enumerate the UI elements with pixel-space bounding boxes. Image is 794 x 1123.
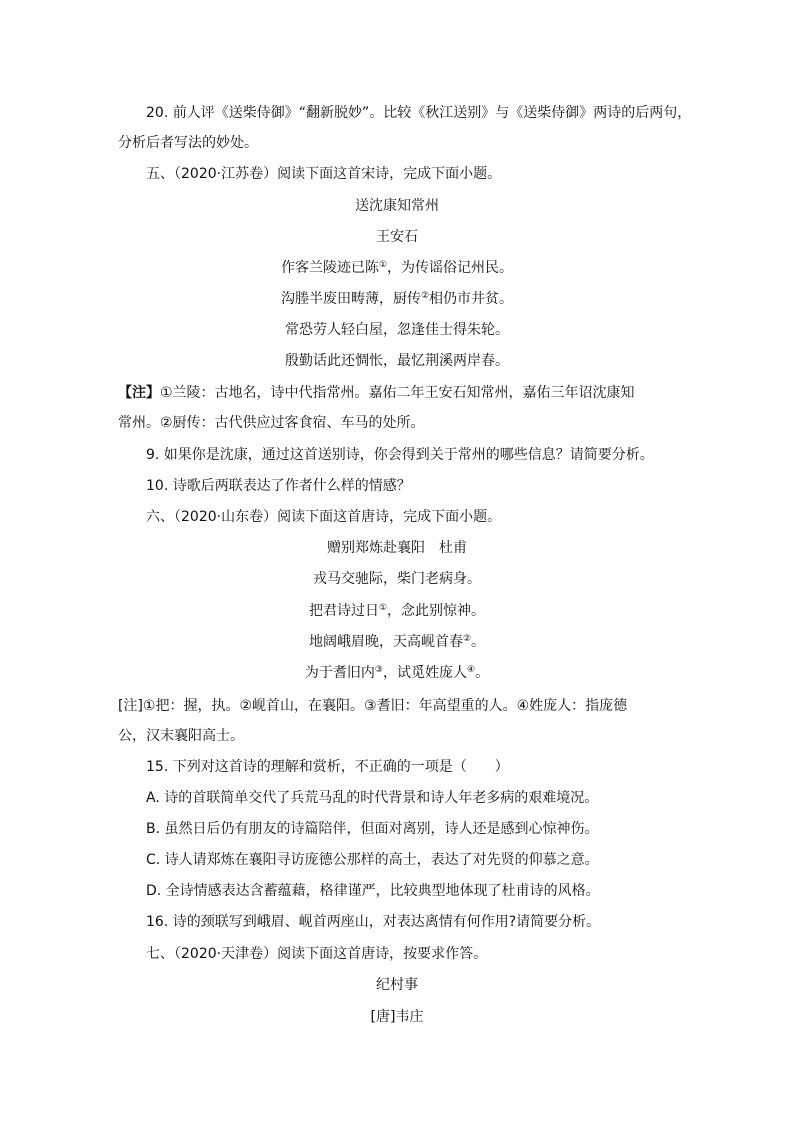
- poem2-note-line1: [注]①把：握，执。②岘首山，在襄阳。③耆旧：年高望重的人。④姓庞人：指庞德: [118, 698, 628, 714]
- question-10: 10. 诗歌后两联表达了作者什么样的情感？: [146, 478, 411, 494]
- poem1-note-line1: 【注】①兰陵：古地名，诗中代指常州。嘉佑二年王安石知常州，嘉佑三年诏沈康知: [118, 385, 635, 401]
- section5-heading: 五、（2020·江苏卷）阅读下面这首宋诗，完成下面小题。: [146, 166, 502, 182]
- question-9: 9. 如果你是沈康，通过这首送别诗，你会得到关于常州的哪些信息？请简要分析。: [146, 447, 654, 463]
- poem1-line1: 作客兰陵迹已陈①，为传谣俗记州民。: [280, 260, 514, 276]
- footnote-mark: ②: [420, 291, 430, 301]
- footnote-mark: ①: [378, 260, 388, 270]
- question-15: 15. 下列对这首诗的理解和赏析，不正确的一项是（ ）: [146, 759, 509, 775]
- question-16: 16. 诗的颈联写到峨眉、岘首两座山，对表达离情有何作用?请简要分析。: [146, 914, 601, 930]
- poem2-line1: 戎马交驰际，柴门老病身。: [313, 571, 481, 587]
- q20-line1: 20. 前人评《送柴侍御》“翻新脱妙”。比较《秋江送别》与《送柴侍御》两诗的后两句，: [146, 105, 692, 121]
- poem2-line3: 地阔峨眉晚，天高岘首春②。: [308, 634, 486, 650]
- option-b: B. 虽然日后仍有朋友的诗篇陪伴，但面对离别，诗人还是感到心惊神伤。: [146, 821, 599, 837]
- poem3-title: 纪村事: [376, 977, 418, 993]
- poem2-line4: 为于耆旧内③，试觅姓庞人④。: [304, 665, 490, 681]
- poem1-line2: 沟塍半废田畴薄，厨传②相仍市井贫。: [280, 291, 514, 307]
- note-label: 【注】: [118, 385, 160, 401]
- poem1-line4: 殷勤话此还惆怅，最忆荆溪两岸春。: [285, 353, 509, 369]
- footnote-mark: ①: [378, 603, 388, 613]
- footnote-mark: ④: [467, 665, 476, 675]
- option-d: D. 全诗情感表达含蓄蕴藉，格律谨严，比较典型地体现了杜甫诗的风格。: [146, 883, 600, 899]
- section7-heading: 七、（2020·天津卷）阅读下面这首唐诗，按要求作答。: [146, 946, 488, 962]
- poem3-author: [唐]韦庄: [370, 1009, 424, 1025]
- poem1-line3: 常恐劳人轻白屋，忽逢佳士得朱轮。: [285, 322, 509, 338]
- poem1-author: 王安石: [376, 229, 418, 245]
- option-a: A. 诗的首联简单交代了兵荒马乱的时代背景和诗人年老多病的艰难境况。: [146, 790, 599, 806]
- footnote-mark: ③: [374, 665, 383, 675]
- option-c: C. 诗人请郑炼在襄阳寻访庞德公那样的高士，表达了对先贤的仰慕之意。: [146, 852, 599, 868]
- poem1-note-line2: 常州。②厨传：古代供应过客食宿、车马的处所。: [118, 415, 425, 431]
- q20-line2: 分析后者写法的妙处。: [118, 135, 258, 151]
- poem2-title: 赠别郑炼赴襄阳 杜甫: [327, 540, 467, 556]
- poem2-note-line2: 公，汉末襄阳高士。: [118, 728, 244, 744]
- poem2-line2: 把君诗过日①，念此别惊神。: [308, 603, 486, 619]
- footnote-mark: ②: [462, 634, 472, 644]
- section6-heading: 六、（2020·山东卷）阅读下面这首唐诗，完成下面小题。: [146, 509, 502, 525]
- poem1-title: 送沈康知常州: [355, 198, 439, 214]
